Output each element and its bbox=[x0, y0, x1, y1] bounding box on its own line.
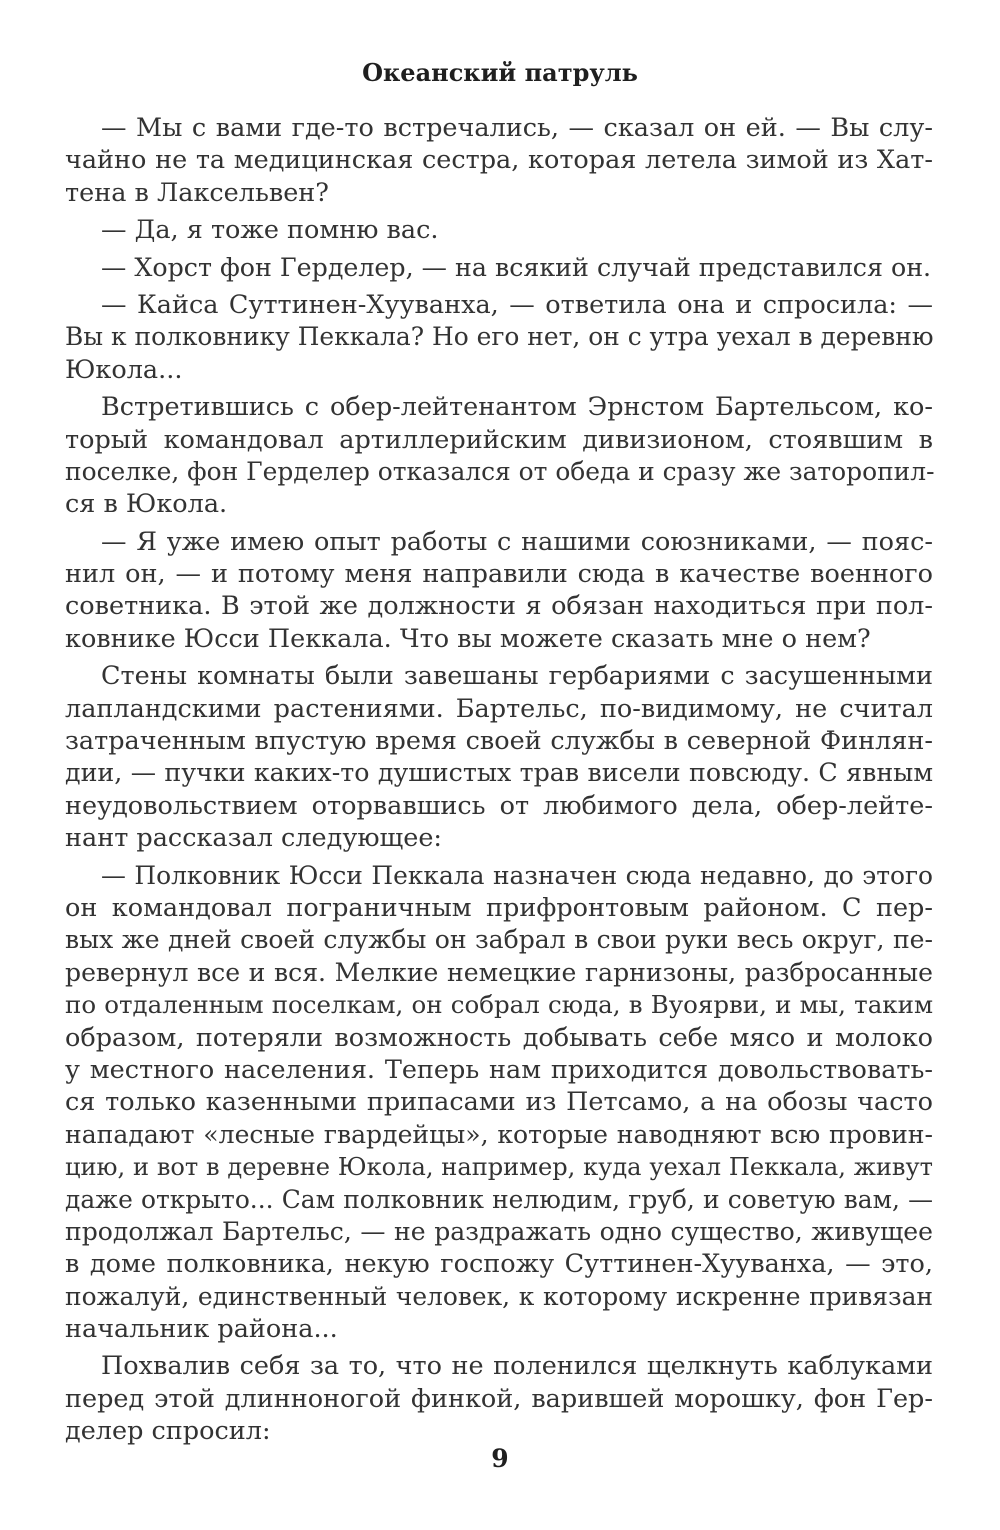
text-line: тена в Лаксельвен? bbox=[65, 177, 329, 208]
text-line: лапландскими растениями. Бартельс, по-видимому, не считал bbox=[65, 693, 933, 724]
text-line: ковнике Юсси Пеккала. Что вы можете сказать мне о нем? bbox=[65, 623, 871, 654]
text-line: Стены комнаты были завешаны гербариями с засушенными bbox=[101, 661, 933, 692]
text-line: пожалуй, единственный человек, к которому искренне привязан bbox=[65, 1281, 933, 1311]
text-line: у местного населения. Теперь нам приходится довольствовать- bbox=[65, 1054, 933, 1085]
text-line: даже открыто... Сам полковник нелюдим, груб, и советую вам, — bbox=[65, 1184, 933, 1214]
text-line: делер спросил: bbox=[65, 1416, 271, 1447]
paragraph bbox=[65, 660, 933, 854]
text-line: — Хорст фон Герделер, — на всякий случай представился он. bbox=[101, 252, 932, 282]
text-line: Встретившись с обер-лейтенантом Эрнстом Бартельсом, ко- bbox=[101, 392, 933, 423]
text-line: — Да, я тоже помню вас. bbox=[101, 215, 439, 246]
text-line: поселке, фон Герделер отказался от обеда и сразу же заторопил- bbox=[65, 456, 935, 486]
text-line: Юкола... bbox=[65, 354, 183, 385]
text-line: — Мы с вами где-то встречались, — сказал он ей. — Вы слу- bbox=[101, 113, 933, 143]
text-line: начальник района... bbox=[65, 1314, 338, 1345]
paragraph bbox=[65, 1350, 933, 1447]
paragraph bbox=[65, 289, 933, 386]
text-line: — Полковник Юсси Пеккала назначен сюда недавно, до этого bbox=[101, 860, 933, 890]
text-line: цию, и вот в деревне Юкола, например, куда уехал Пеккала, живут bbox=[65, 1153, 933, 1182]
body-text bbox=[65, 112, 933, 1448]
text-line: ревернул все и вся. Мелкие немецкие гарнизоны, разбросанные bbox=[65, 957, 933, 987]
text-line: советника. В этой же должности я обязан находиться при пол- bbox=[65, 591, 933, 622]
paragraph bbox=[65, 252, 933, 284]
text-line: — Кайса Суттинен-Хууванха, — ответила она и спросила: — bbox=[101, 289, 933, 320]
text-line: нант рассказал следующее: bbox=[65, 823, 443, 854]
text-line: торый командовал артиллерийским дивизионом, стоявшим в bbox=[65, 424, 933, 455]
text-line: ся только казенными припасами из Петсамо, а на обозы часто bbox=[65, 1087, 933, 1118]
text-line: перед этой длинноногой финкой, варившей морошку, фон Гер- bbox=[65, 1383, 933, 1414]
text-line: по отдаленным поселкам, он собрал сюда, в Вуоярви, и мы, таким bbox=[65, 990, 933, 1020]
text-line: он командовал пограничным прифронтовым районом. С пер- bbox=[65, 892, 933, 923]
running-head: Океанский патруль bbox=[362, 58, 638, 87]
paragraph bbox=[65, 391, 933, 521]
text-line: неудовольствием оторвавшись от любимого дела, обер-лейте- bbox=[65, 790, 933, 821]
text-line: нападают «лесные гвардейцы», которые наводняют всю провин- bbox=[65, 1119, 933, 1149]
text-line: образом, потеряли возможность добывать себе мясо и молоко bbox=[65, 1022, 933, 1053]
text-line: нил он, — и потому меня направили сюда в качестве военного bbox=[65, 559, 933, 590]
paragraph bbox=[65, 214, 933, 246]
text-line: ся в Юкола. bbox=[65, 489, 228, 520]
text-line: чайно не та медицинская сестра, которая летела зимой из Хат- bbox=[65, 145, 933, 176]
text-line: дии, — пучки каких-то душистых трав висели повсюду. С явным bbox=[65, 758, 933, 788]
page-number: 9 bbox=[491, 1444, 509, 1473]
paragraph bbox=[65, 112, 933, 209]
text-line: — Я уже имею опыт работы с нашими союзниками, — пояс- bbox=[101, 526, 933, 557]
text-line: Вы к полковнику Пеккала? Но его нет, он с утра уехал в деревню bbox=[65, 322, 934, 352]
text-line: продолжал Бартельс, — не раздражать одно существо, живущее bbox=[65, 1216, 933, 1246]
text-line: в доме полковника, некую госпожу Суттинен-Хууванха, — это, bbox=[65, 1249, 933, 1280]
paragraph bbox=[65, 860, 933, 1346]
text-line: Похвалив себя за то, что не поленился щелкнуть каблуками bbox=[101, 1351, 933, 1382]
text-line: затраченным впустую время своей службы в северной Финлян- bbox=[65, 726, 933, 757]
paragraph bbox=[65, 526, 933, 656]
text-line: вых же дней своей службы он забрал в свои руки весь округ, пе- bbox=[65, 925, 933, 955]
